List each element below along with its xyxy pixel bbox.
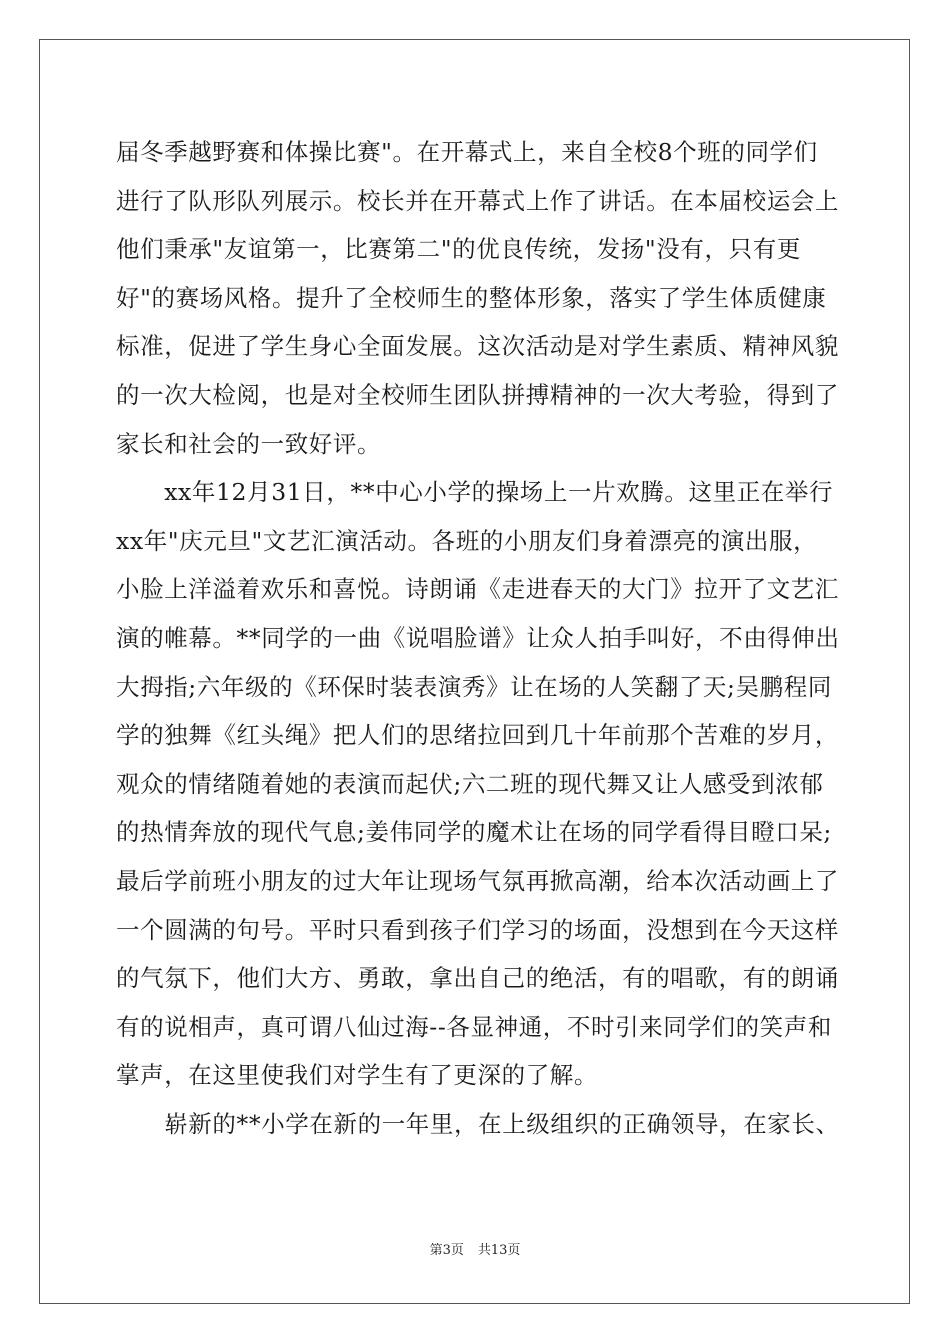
text-line: 进行了队形队列展示。校长并在开幕式上作了讲话。在本届校运会上	[116, 186, 839, 215]
text-line: 有的说相声，真可谓八仙过海--各显神通，不时引来同学们的笑声和	[116, 1012, 832, 1041]
text-line: 观众的情绪随着她的表演而起伏;六二班的现代舞又让人感受到浓郁	[116, 769, 824, 798]
page-footer	[0, 1239, 950, 1258]
text-line: 最后学前班小朋友的过大年让现场气氛再掀高潮，给本次活动画上了	[116, 866, 839, 895]
page-number: 第3页	[429, 1243, 464, 1258]
text-line: 演的帷幕。**同学的一曲《说唱脸谱》让众人拍手叫好，不由得伸出	[116, 623, 840, 652]
document-body	[116, 128, 840, 1148]
text-line: 小脸上洋溢着欢乐和喜悦。诗朗诵《走进春天的大门》拉开了文艺汇	[116, 575, 839, 604]
text-line: 届冬季越野赛和体操比赛"。在开幕式上，来自全校8个班的同学们	[116, 138, 818, 166]
text-line: 他们秉承"友谊第一，比赛第二"的优良传统，发扬"没有，只有更	[116, 235, 801, 264]
text-line: 的气氛下，他们大方、勇敢，拿出自己的绝活，有的唱歌，有的朗诵	[116, 964, 839, 993]
text-line: xx年"庆元旦"文艺汇演活动。各班的小朋友们身着漂亮的演出服，	[116, 526, 818, 555]
text-line: 好"的赛场风格。提升了全校师生的整体形象，落实了学生体质健康	[116, 283, 827, 312]
text-line: 标准，促进了学生身心全面发展。这次活动是对学生素质、精神风貌	[116, 332, 839, 361]
text-line: 的热情奔放的现代气息;姜伟同学的魔术让在场的同学看得目瞪口呆;	[116, 818, 832, 847]
text-line: 崭新的**小学在新的一年里，在上级组织的正确领导，在家长、	[116, 1109, 840, 1138]
text-line: 一个圆满的句号。平时只看到孩子们学习的场面，没想到在今天这样	[116, 915, 839, 944]
text-line: 掌声，在这里使我们对学生有了更深的了解。	[116, 1061, 598, 1090]
text-line: 的一次大检阅，也是对全校师生团队拼搏精神的一次大考验，得到了	[116, 380, 839, 409]
text-line: 家长和社会的一致好评。	[116, 429, 382, 458]
page-total: 共13页	[477, 1243, 521, 1258]
text-line: xx年12月31日，**中心小学的操场上一片欢腾。这里正在举行	[116, 478, 834, 507]
text-line: 大拇指;六年级的《环保时装表演秀》让在场的人笑翻了天;吴鹏程同	[116, 672, 832, 701]
text-line: 学的独舞《红头绳》把人们的思绪拉回到几十年前那个苦难的岁月，	[116, 721, 839, 750]
